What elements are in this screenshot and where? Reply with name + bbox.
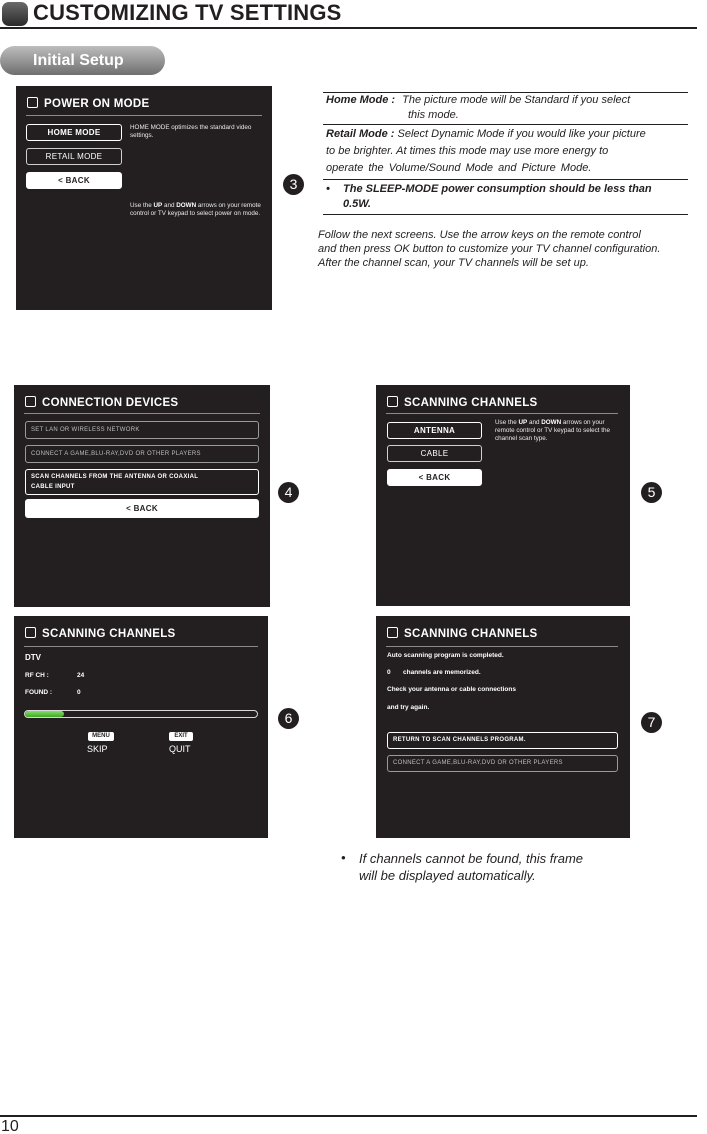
- screen-title: CONNECTION DEVICES: [25, 396, 178, 409]
- screen-divider: [386, 646, 618, 647]
- checkbox-icon: [387, 396, 398, 407]
- screen-title: POWER ON MODE: [27, 97, 150, 110]
- step-number-3: 3: [283, 174, 304, 195]
- step-number-5: 5: [641, 482, 662, 503]
- chevron-left-icon: <: [126, 504, 134, 513]
- rf-channel-value: 24: [77, 672, 85, 679]
- exit-key-icon: EXIT: [169, 732, 193, 741]
- chevron-left-icon: <: [418, 473, 427, 482]
- return-to-scan-button[interactable]: RETURN TO SCAN CHANNELS PROGRAM.: [387, 732, 618, 749]
- found-label: FOUND :: [25, 689, 53, 696]
- screen-title: SCANNING CHANNELS: [25, 627, 176, 640]
- note-text: If channels cannot be found, this frame will be displayed automatically.: [359, 851, 584, 883]
- lan-network-option[interactable]: SET LAN OR WIRELESS NETWORK: [25, 421, 259, 439]
- home-mode-text: The picture mode will be Standard if you select: [402, 94, 631, 106]
- quit-label[interactable]: QUIT: [169, 744, 191, 754]
- checkbox-icon: [25, 627, 36, 638]
- check-connections-text: Check your antenna or cable connections: [387, 686, 516, 693]
- connect-players-option[interactable]: CONNECT A GAME,BLU-RAY,DVD OR OTHER PLAYERS: [387, 755, 618, 772]
- antenna-button[interactable]: ANTENNA: [387, 422, 482, 439]
- header-icon: [2, 2, 28, 26]
- screen-help-text: Use the UP and DOWN arrows on your remote control or TV keypad to select power on mode.: [130, 202, 261, 217]
- retail-mode-button[interactable]: RETAIL MODE: [26, 148, 122, 165]
- checkbox-icon: [27, 97, 38, 108]
- screen-title: SCANNING CHANNELS: [387, 396, 538, 409]
- section-label: Initial Setup: [0, 46, 165, 75]
- chevron-left-icon: <: [58, 176, 66, 185]
- header-divider: [0, 27, 697, 29]
- skip-label[interactable]: SKIP: [87, 744, 108, 754]
- retail-mode-row: [326, 127, 691, 142]
- page-number: 10: [1, 1118, 19, 1134]
- footer-divider: [0, 1115, 697, 1117]
- table-bottom-rule: [323, 214, 688, 215]
- retail-mode-text-3: operate the Volume/Sound Mode and Picture Mode.: [326, 162, 592, 174]
- rf-channel-label: RF CH :: [25, 672, 49, 679]
- screen-divider: [26, 115, 262, 116]
- channel-count: 0: [387, 669, 391, 676]
- scan-progress-bar: [24, 710, 258, 718]
- retail-mode-text: Select Dynamic Mode if you would like your picture: [397, 128, 646, 140]
- page-title: CUSTOMIZING TV SETTINGS: [33, 0, 342, 25]
- channels-memorized-text: channels are memorized.: [403, 669, 481, 676]
- table-rule: [323, 124, 688, 125]
- home-mode-text-2: this mode.: [408, 109, 459, 121]
- screen-scanning-progress: [14, 616, 268, 838]
- home-mode-label: Home Mode :: [326, 94, 396, 106]
- checkbox-icon: [25, 396, 36, 407]
- try-again-text: and try again.: [387, 704, 430, 711]
- screen-title: SCANNING CHANNELS: [387, 627, 538, 640]
- screen-divider: [386, 413, 618, 414]
- home-mode-row: [326, 93, 688, 108]
- screen-power-on-mode: [16, 86, 272, 310]
- screen-divider: [24, 646, 258, 647]
- scan-progress-fill: [25, 711, 64, 717]
- screen-help-text: Use the UP and DOWN arrows on your remote control or TV keypad to select the channel scan type.: [495, 419, 611, 442]
- dtv-label: DTV: [25, 653, 41, 662]
- step-number-4: 4: [278, 482, 299, 503]
- back-button[interactable]: < BACK: [26, 172, 122, 189]
- screen-divider: [24, 413, 260, 414]
- step-number-6: 6: [278, 708, 299, 729]
- retail-mode-text-2: to be brighter. At times this mode may use more energy to: [326, 145, 609, 157]
- screen-scan-completed: [376, 616, 630, 838]
- scan-complete-message: Auto scanning program is completed.: [387, 652, 504, 659]
- bullet: •: [326, 183, 330, 195]
- home-mode-button[interactable]: HOME MODE: [26, 124, 122, 141]
- back-button[interactable]: < BACK: [387, 469, 482, 486]
- sleep-mode-note: The SLEEP-MODE power consumption should be less than: [343, 183, 652, 195]
- scan-channels-option[interactable]: SCAN CHANNELS FROM THE ANTENNA OR COAXIAL CABLE INPUT: [25, 469, 259, 495]
- step-number-7: 7: [641, 712, 662, 733]
- table-rule: [323, 179, 688, 180]
- connect-players-option[interactable]: CONNECT A GAME,BLU-RAY,DVD OR OTHER PLAYERS: [25, 445, 259, 463]
- back-button[interactable]: < BACK: [25, 499, 259, 518]
- screen-info-text: HOME MODE optimizes the standard video settings.: [130, 124, 252, 139]
- checkbox-icon: [387, 627, 398, 638]
- screen-connection-devices: [14, 385, 270, 607]
- found-value: 0: [77, 689, 81, 696]
- note-bullet: •: [341, 850, 346, 865]
- screen-scanning-channels-select: [376, 385, 630, 606]
- follow-instructions: Follow the next screens. Use the arrow keys on the remote control and then press OK button to customize your TV channel configuration. After the channel scan, your TV channels will be set up.: [318, 229, 661, 269]
- menu-key-icon: MENU: [88, 732, 114, 741]
- cable-button[interactable]: CABLE: [387, 445, 482, 462]
- retail-mode-label: Retail Mode :: [326, 128, 395, 140]
- sleep-mode-note-2: 0.5W.: [343, 198, 371, 210]
